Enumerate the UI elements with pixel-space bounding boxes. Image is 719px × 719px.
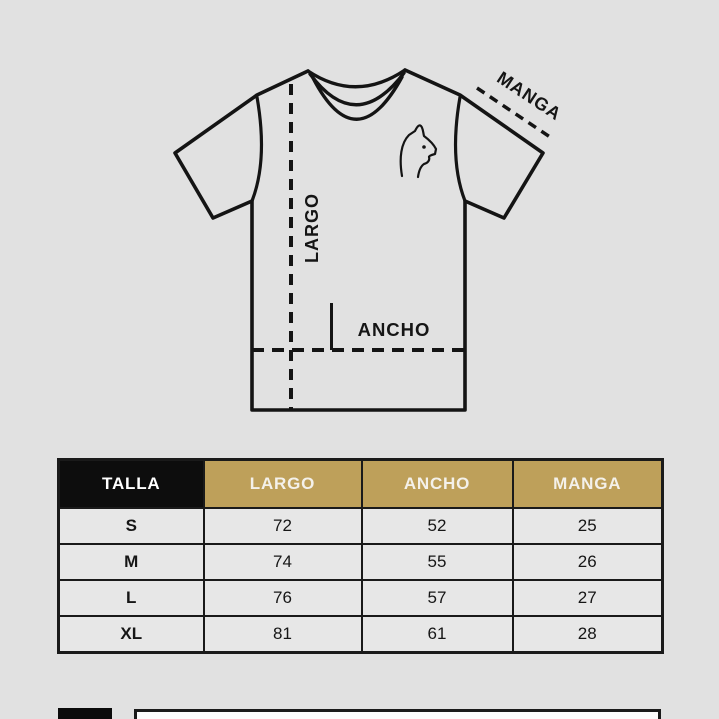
manga-value: 25 (513, 508, 663, 544)
legend-black-swatch (58, 708, 112, 719)
largo-value: 74 (204, 544, 362, 580)
size-label: M (59, 544, 204, 580)
manga-value: 26 (513, 544, 663, 580)
size-label: S (59, 508, 204, 544)
ancho-value: 55 (362, 544, 513, 580)
largo-value: 76 (204, 580, 362, 616)
largo-value: 81 (204, 616, 362, 653)
manga-value: 27 (513, 580, 663, 616)
size-label: XL (59, 616, 204, 653)
size-table-header-row (59, 460, 663, 509)
table-row-s (59, 508, 663, 544)
collar-outer-curve (308, 70, 405, 87)
ancho-value: 52 (362, 508, 513, 544)
col-header-talla: TALLA (59, 460, 204, 509)
ancho-value: 61 (362, 616, 513, 653)
table-row-xl (59, 616, 663, 653)
manga-label: MANGA (493, 67, 566, 125)
table-row-l (59, 580, 663, 616)
collar-inner-curve (313, 77, 402, 119)
ancho-value: 57 (362, 580, 513, 616)
right-armhole-seam (456, 97, 465, 201)
largo-value: 72 (204, 508, 362, 544)
tshirt-outline (175, 70, 543, 410)
table-row-m (59, 544, 663, 580)
left-armhole-seam (252, 97, 261, 201)
col-header-ancho: ANCHO (362, 460, 513, 509)
llama-logo-icon (401, 125, 436, 177)
manga-value: 28 (513, 616, 663, 653)
ancho-label: ANCHO (357, 319, 431, 340)
largo-label: LARGO (301, 193, 322, 263)
size-label: L (59, 580, 204, 616)
legend-box (134, 709, 661, 719)
col-header-largo: LARGO (204, 460, 362, 509)
size-table (57, 458, 664, 654)
col-header-manga: MANGA (513, 460, 663, 509)
